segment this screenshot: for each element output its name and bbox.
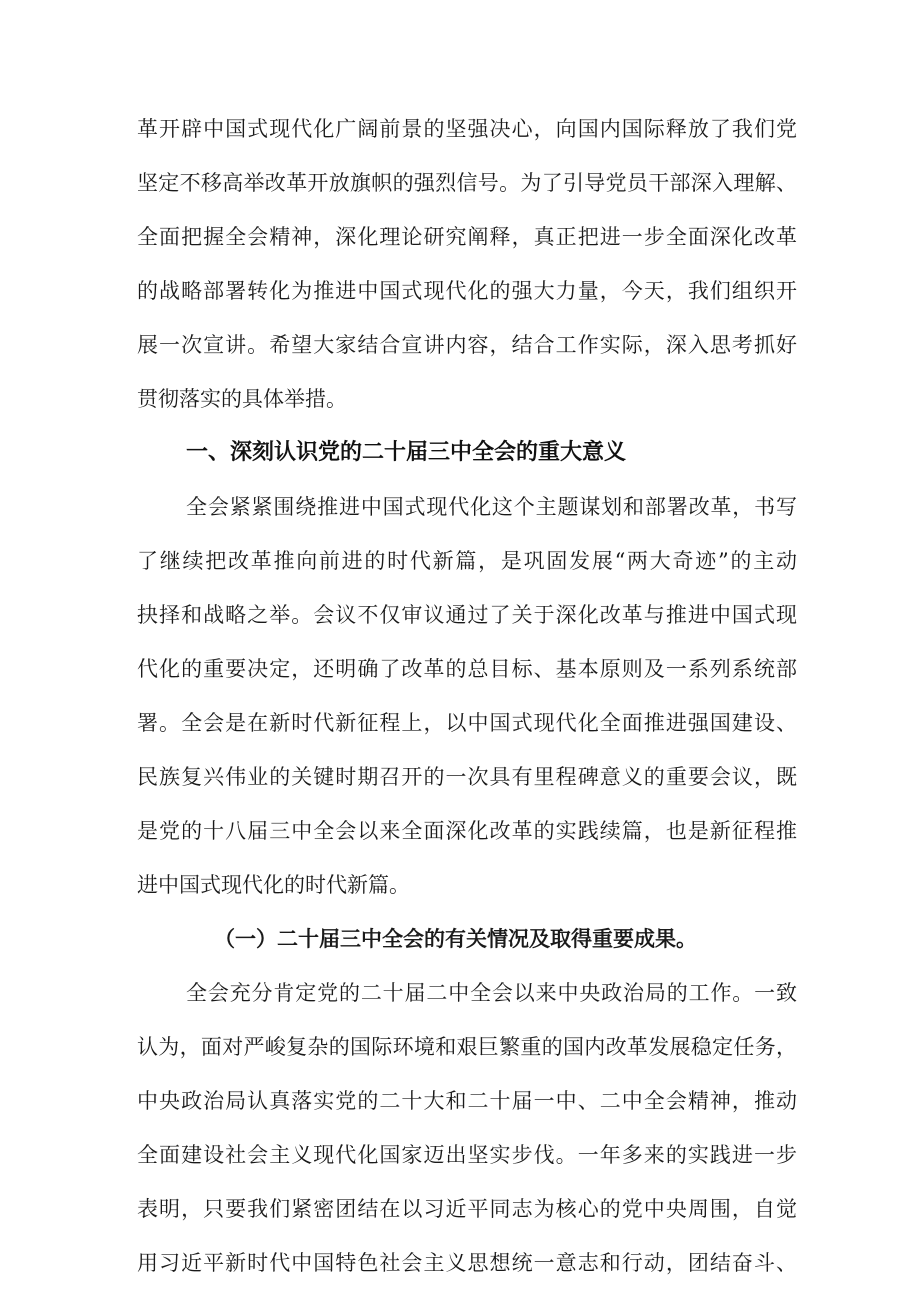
paragraph-line: 革开辟中国式现代化广阔前景的坚强决心，向国内国际释放了我们党 xyxy=(137,117,797,141)
paragraph-line: 民族复兴伟业的关键时期召开的一次具有里程碑意义的重要会议，既 xyxy=(137,765,797,789)
subsection-heading: （一）二十届三中全会的有关情况及取得重要成果。 xyxy=(214,926,697,951)
paragraph-line: 展一次宣讲。希望大家结合宣讲内容，结合工作实际，深入思考抓好 xyxy=(137,333,797,357)
paragraph-line: 表明，只要我们紧密团结在以习近平同志为核心的党中央周围，自觉 xyxy=(137,1197,797,1221)
paragraph-line: 全面把握全会精神，深化理论研究阐释，真正把进一步全面深化改革 xyxy=(137,225,797,249)
section-heading: 一、深刻认识党的二十届三中全会的重大意义 xyxy=(186,440,627,465)
paragraph-line: 抉择和战略之举。会议不仅审议通过了关于深化改革与推进中国式现 xyxy=(137,603,797,627)
paragraph-line: 的战略部署转化为推进中国式现代化的强大力量，今天，我们组织开 xyxy=(137,279,797,303)
paragraph-line: 贯彻落实的具体举措。 xyxy=(137,387,347,411)
paragraph-line: 了继续把改革推向前进的时代新篇，是巩固发展“两大奇迹”的主动 xyxy=(137,549,797,573)
paragraph-line: 署。全会是在新时代新征程上，以中国式现代化全面推进强国建设、 xyxy=(137,711,797,735)
paragraph-line: 用习近平新时代中国特色社会主义思想统一意志和行动，团结奋斗、 xyxy=(137,1251,797,1275)
paragraph-line: 全会紧紧围绕推进中国式现代化这个主题谋划和部署改革，书写 xyxy=(186,495,797,519)
paragraph-line: 是党的十八届三中全会以来全面深化改革的实践续篇，也是新征程推 xyxy=(137,819,797,843)
paragraph-line: 坚定不移高举改革开放旗帜的强烈信号。为了引导党员干部深入理解、 xyxy=(137,171,797,195)
paragraph-line: 进中国式现代化的时代新篇。 xyxy=(137,873,410,897)
paragraph-line: 全会充分肯定党的二十届二中全会以来中央政治局的工作。一致 xyxy=(186,981,797,1005)
paragraph-line: 认为，面对严峻复杂的国际环境和艰巨繁重的国内改革发展稳定任务， xyxy=(137,1035,797,1059)
paragraph-line: 代化的重要决定，还明确了改革的总目标、基本原则及一系列系统部 xyxy=(137,657,797,681)
paragraph-line: 全面建设社会主义现代化国家迈出坚实步伐。一年多来的实践进一步 xyxy=(137,1143,797,1167)
paragraph-line: 中央政治局认真落实党的二十大和二十届一中、二中全会精神，推动 xyxy=(137,1089,797,1113)
